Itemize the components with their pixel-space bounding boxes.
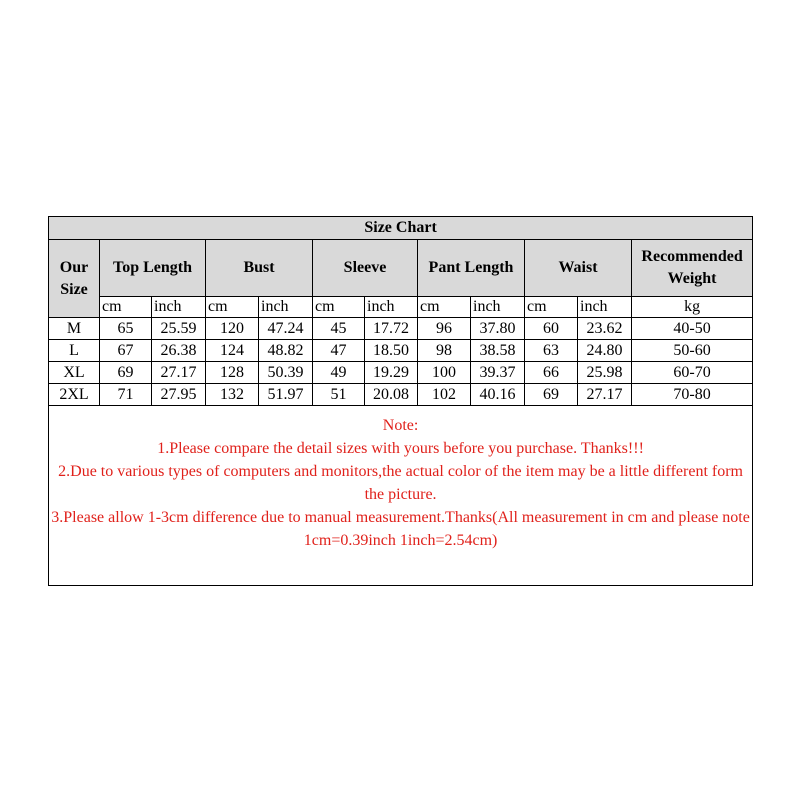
value-cell: 49 bbox=[313, 362, 365, 384]
value-cell: 51 bbox=[313, 384, 365, 406]
value-cell: 96 bbox=[418, 318, 471, 340]
weight-header-line-1: Recommended bbox=[641, 248, 743, 265]
weight-cell: 50-60 bbox=[632, 340, 753, 362]
unit-inch: inch bbox=[471, 297, 525, 318]
note-heading: Note: bbox=[382, 417, 419, 434]
value-cell: 60 bbox=[525, 318, 578, 340]
value-cell: 69 bbox=[100, 362, 152, 384]
value-cell: 124 bbox=[206, 340, 259, 362]
unit-inch: inch bbox=[365, 297, 418, 318]
unit-inch: inch bbox=[152, 297, 206, 318]
value-cell: 102 bbox=[418, 384, 471, 406]
top-length-header: Top Length bbox=[100, 240, 206, 297]
unit-cm: cm bbox=[100, 297, 152, 318]
value-cell: 100 bbox=[418, 362, 471, 384]
unit-inch: inch bbox=[578, 297, 632, 318]
size-header-line-1: Our bbox=[59, 258, 89, 276]
unit-kg: kg bbox=[632, 297, 753, 318]
header-row bbox=[49, 240, 753, 297]
value-cell: 27.17 bbox=[152, 362, 206, 384]
bust-header: Bust bbox=[206, 240, 313, 297]
value-cell: 39.37 bbox=[471, 362, 525, 384]
value-cell: 19.29 bbox=[365, 362, 418, 384]
value-cell: 18.50 bbox=[365, 340, 418, 362]
size-header-line-2: Size bbox=[60, 280, 88, 298]
value-cell: 128 bbox=[206, 362, 259, 384]
value-cell: 27.95 bbox=[152, 384, 206, 406]
size-cell: M bbox=[49, 318, 100, 340]
size-cell: XL bbox=[49, 362, 100, 384]
value-cell: 40.16 bbox=[471, 384, 525, 406]
units-row bbox=[49, 297, 753, 318]
table-row bbox=[49, 384, 753, 406]
value-cell: 25.59 bbox=[152, 318, 206, 340]
table-row bbox=[49, 318, 753, 340]
value-cell: 47.24 bbox=[259, 318, 313, 340]
size-cell: 2XL bbox=[49, 384, 100, 406]
weight-header bbox=[632, 240, 753, 297]
value-cell: 23.62 bbox=[578, 318, 632, 340]
unit-inch: inch bbox=[259, 297, 313, 318]
size-chart-table bbox=[48, 216, 753, 586]
note-1: 1.Please compare the detail sizes with yours before you purchase. Thanks!!! bbox=[157, 440, 644, 457]
value-cell: 69 bbox=[525, 384, 578, 406]
weight-cell: 40-50 bbox=[632, 318, 753, 340]
value-cell: 132 bbox=[206, 384, 259, 406]
value-cell: 37.80 bbox=[471, 318, 525, 340]
waist-header: Waist bbox=[525, 240, 632, 297]
value-cell: 26.38 bbox=[152, 340, 206, 362]
weight-header-line-2: Weight bbox=[667, 270, 717, 287]
size-cell: L bbox=[49, 340, 100, 362]
title-row bbox=[49, 217, 753, 240]
table-row bbox=[49, 340, 753, 362]
value-cell: 98 bbox=[418, 340, 471, 362]
chart-title: Size Chart bbox=[49, 217, 753, 240]
unit-cm: cm bbox=[206, 297, 259, 318]
value-cell: 51.97 bbox=[259, 384, 313, 406]
size-header bbox=[49, 240, 100, 318]
value-cell: 67 bbox=[100, 340, 152, 362]
note-3: 3.Please allow 1-3cm difference due to manual measurement.Thanks(All measurement in cm and please note 1cm=0.39inch 1inch=2.54cm) bbox=[51, 509, 750, 549]
weight-cell: 70-80 bbox=[632, 384, 753, 406]
value-cell: 45 bbox=[313, 318, 365, 340]
value-cell: 120 bbox=[206, 318, 259, 340]
value-cell: 71 bbox=[100, 384, 152, 406]
value-cell: 63 bbox=[525, 340, 578, 362]
unit-cm: cm bbox=[418, 297, 471, 318]
unit-cm: cm bbox=[313, 297, 365, 318]
value-cell: 27.17 bbox=[578, 384, 632, 406]
unit-cm: cm bbox=[525, 297, 578, 318]
sleeve-header: Sleeve bbox=[313, 240, 418, 297]
note-2: 2.Due to various types of computers and monitors,the actual color of the item may be a little different form the picture. bbox=[58, 463, 743, 503]
weight-cell: 60-70 bbox=[632, 362, 753, 384]
value-cell: 65 bbox=[100, 318, 152, 340]
value-cell: 66 bbox=[525, 362, 578, 384]
pant-length-header: Pant Length bbox=[418, 240, 525, 297]
notes-row bbox=[49, 406, 753, 586]
notes-cell bbox=[49, 406, 753, 586]
value-cell: 17.72 bbox=[365, 318, 418, 340]
value-cell: 38.58 bbox=[471, 340, 525, 362]
value-cell: 47 bbox=[313, 340, 365, 362]
value-cell: 20.08 bbox=[365, 384, 418, 406]
value-cell: 50.39 bbox=[259, 362, 313, 384]
table-row bbox=[49, 362, 753, 384]
value-cell: 25.98 bbox=[578, 362, 632, 384]
value-cell: 48.82 bbox=[259, 340, 313, 362]
value-cell: 24.80 bbox=[578, 340, 632, 362]
